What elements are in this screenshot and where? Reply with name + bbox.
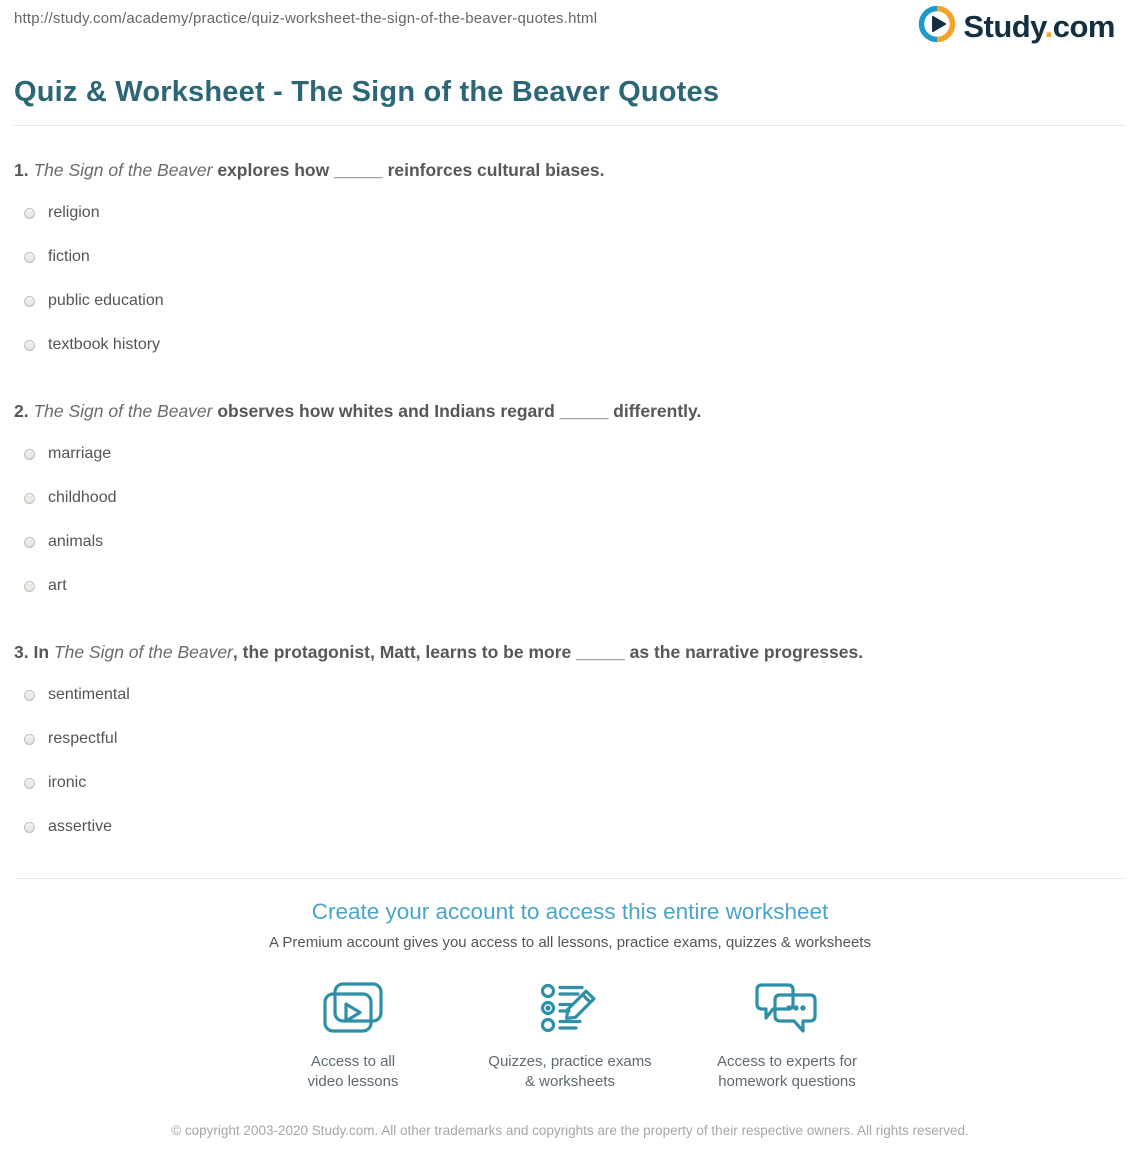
radio-button[interactable] [24, 493, 35, 504]
study-logo[interactable] [918, 5, 1115, 48]
feature-label: Quizzes, practice exams & worksheets [488, 1053, 652, 1090]
play-circle-icon [918, 5, 956, 48]
page-url: http://study.com/academy/practice/quiz-worksheet-the-sign-of-the-beaver-quotes.html [14, 10, 598, 27]
radio-button[interactable] [24, 208, 35, 219]
book-title: The Sign of the Beaver [33, 401, 213, 421]
option-label[interactable]: assertive [48, 818, 113, 835]
feature-label: Access to experts for homework questions [716, 1053, 858, 1090]
radio-button[interactable] [24, 296, 35, 307]
feature-quizzes-worksheets [462, 981, 679, 1092]
page-header [0, 0, 1140, 50]
option-label[interactable]: ironic [48, 774, 87, 791]
radio-button[interactable] [24, 252, 35, 263]
video-lessons-icon [245, 981, 462, 1039]
option-label[interactable]: textbook history [48, 336, 161, 353]
title-divider [14, 125, 1126, 126]
option-row[interactable] [0, 805, 1140, 849]
feature-expert-chat [679, 981, 896, 1092]
quizzes-worksheets-icon [462, 981, 679, 1039]
option-row[interactable] [0, 564, 1140, 608]
radio-button[interactable] [24, 449, 35, 460]
option-label[interactable]: animals [48, 533, 104, 550]
signup-heading[interactable]: Create your account to access this entire worksheet [311, 899, 829, 924]
question-text: 2. The Sign of the Beaver observes how whites and Indians regard _____ differently. [14, 401, 702, 421]
radio-button[interactable] [24, 778, 35, 789]
options-list [0, 673, 1140, 849]
signup-subheading: A Premium account gives you access to all lessons, practice exams, quizzes & worksheets [269, 934, 871, 951]
radio-button[interactable] [24, 822, 35, 833]
copyright-text: © copyright 2003-2020 Study.com. All other trademarks and copyrights are the property of their respective owners. All rights reserved. [171, 1123, 969, 1138]
options-list [0, 191, 1140, 367]
expert-chat-icon [679, 981, 896, 1039]
question-text: 3. In The Sign of the Beaver, the protagonist, Matt, learns to be more _____ as the narrative progresses. [14, 642, 864, 662]
option-row[interactable] [0, 476, 1140, 520]
option-label[interactable]: marriage [48, 445, 112, 462]
radio-button[interactable] [24, 581, 35, 592]
book-title: The Sign of the Beaver [53, 642, 233, 662]
feature-video-lessons [245, 981, 462, 1092]
option-row[interactable] [0, 191, 1140, 235]
question-block-3 [0, 641, 1140, 849]
question-text: 1. The Sign of the Beaver explores how _____ reinforces cultural biases. [14, 160, 605, 180]
option-label[interactable]: art [48, 577, 67, 594]
feature-label: Access to all video lessons [307, 1053, 399, 1090]
book-title: The Sign of the Beaver [33, 160, 213, 180]
logo-text: Study.com [963, 8, 1115, 44]
question-block-2 [0, 400, 1140, 608]
page-title: Quiz & Worksheet - The Sign of the Beaver Quotes [14, 76, 720, 108]
option-label[interactable]: sentimental [48, 686, 130, 703]
radio-button[interactable] [24, 537, 35, 548]
option-row[interactable] [0, 673, 1140, 717]
radio-button[interactable] [24, 690, 35, 701]
option-label[interactable]: religion [48, 204, 100, 221]
option-row[interactable] [0, 761, 1140, 805]
option-row[interactable] [0, 279, 1140, 323]
footer-divider [15, 878, 1125, 879]
question-block-1 [0, 159, 1140, 367]
option-row[interactable] [0, 717, 1140, 761]
option-label[interactable]: public education [48, 292, 164, 309]
option-row[interactable] [0, 235, 1140, 279]
option-row[interactable] [0, 520, 1140, 564]
radio-button[interactable] [24, 734, 35, 745]
option-label[interactable]: respectful [48, 730, 118, 747]
features-row [0, 981, 1140, 1092]
option-row[interactable] [0, 432, 1140, 476]
radio-button[interactable] [24, 340, 35, 351]
options-list [0, 432, 1140, 608]
option-label[interactable]: fiction [48, 248, 90, 265]
option-row[interactable] [0, 323, 1140, 367]
option-label[interactable]: childhood [48, 489, 117, 506]
